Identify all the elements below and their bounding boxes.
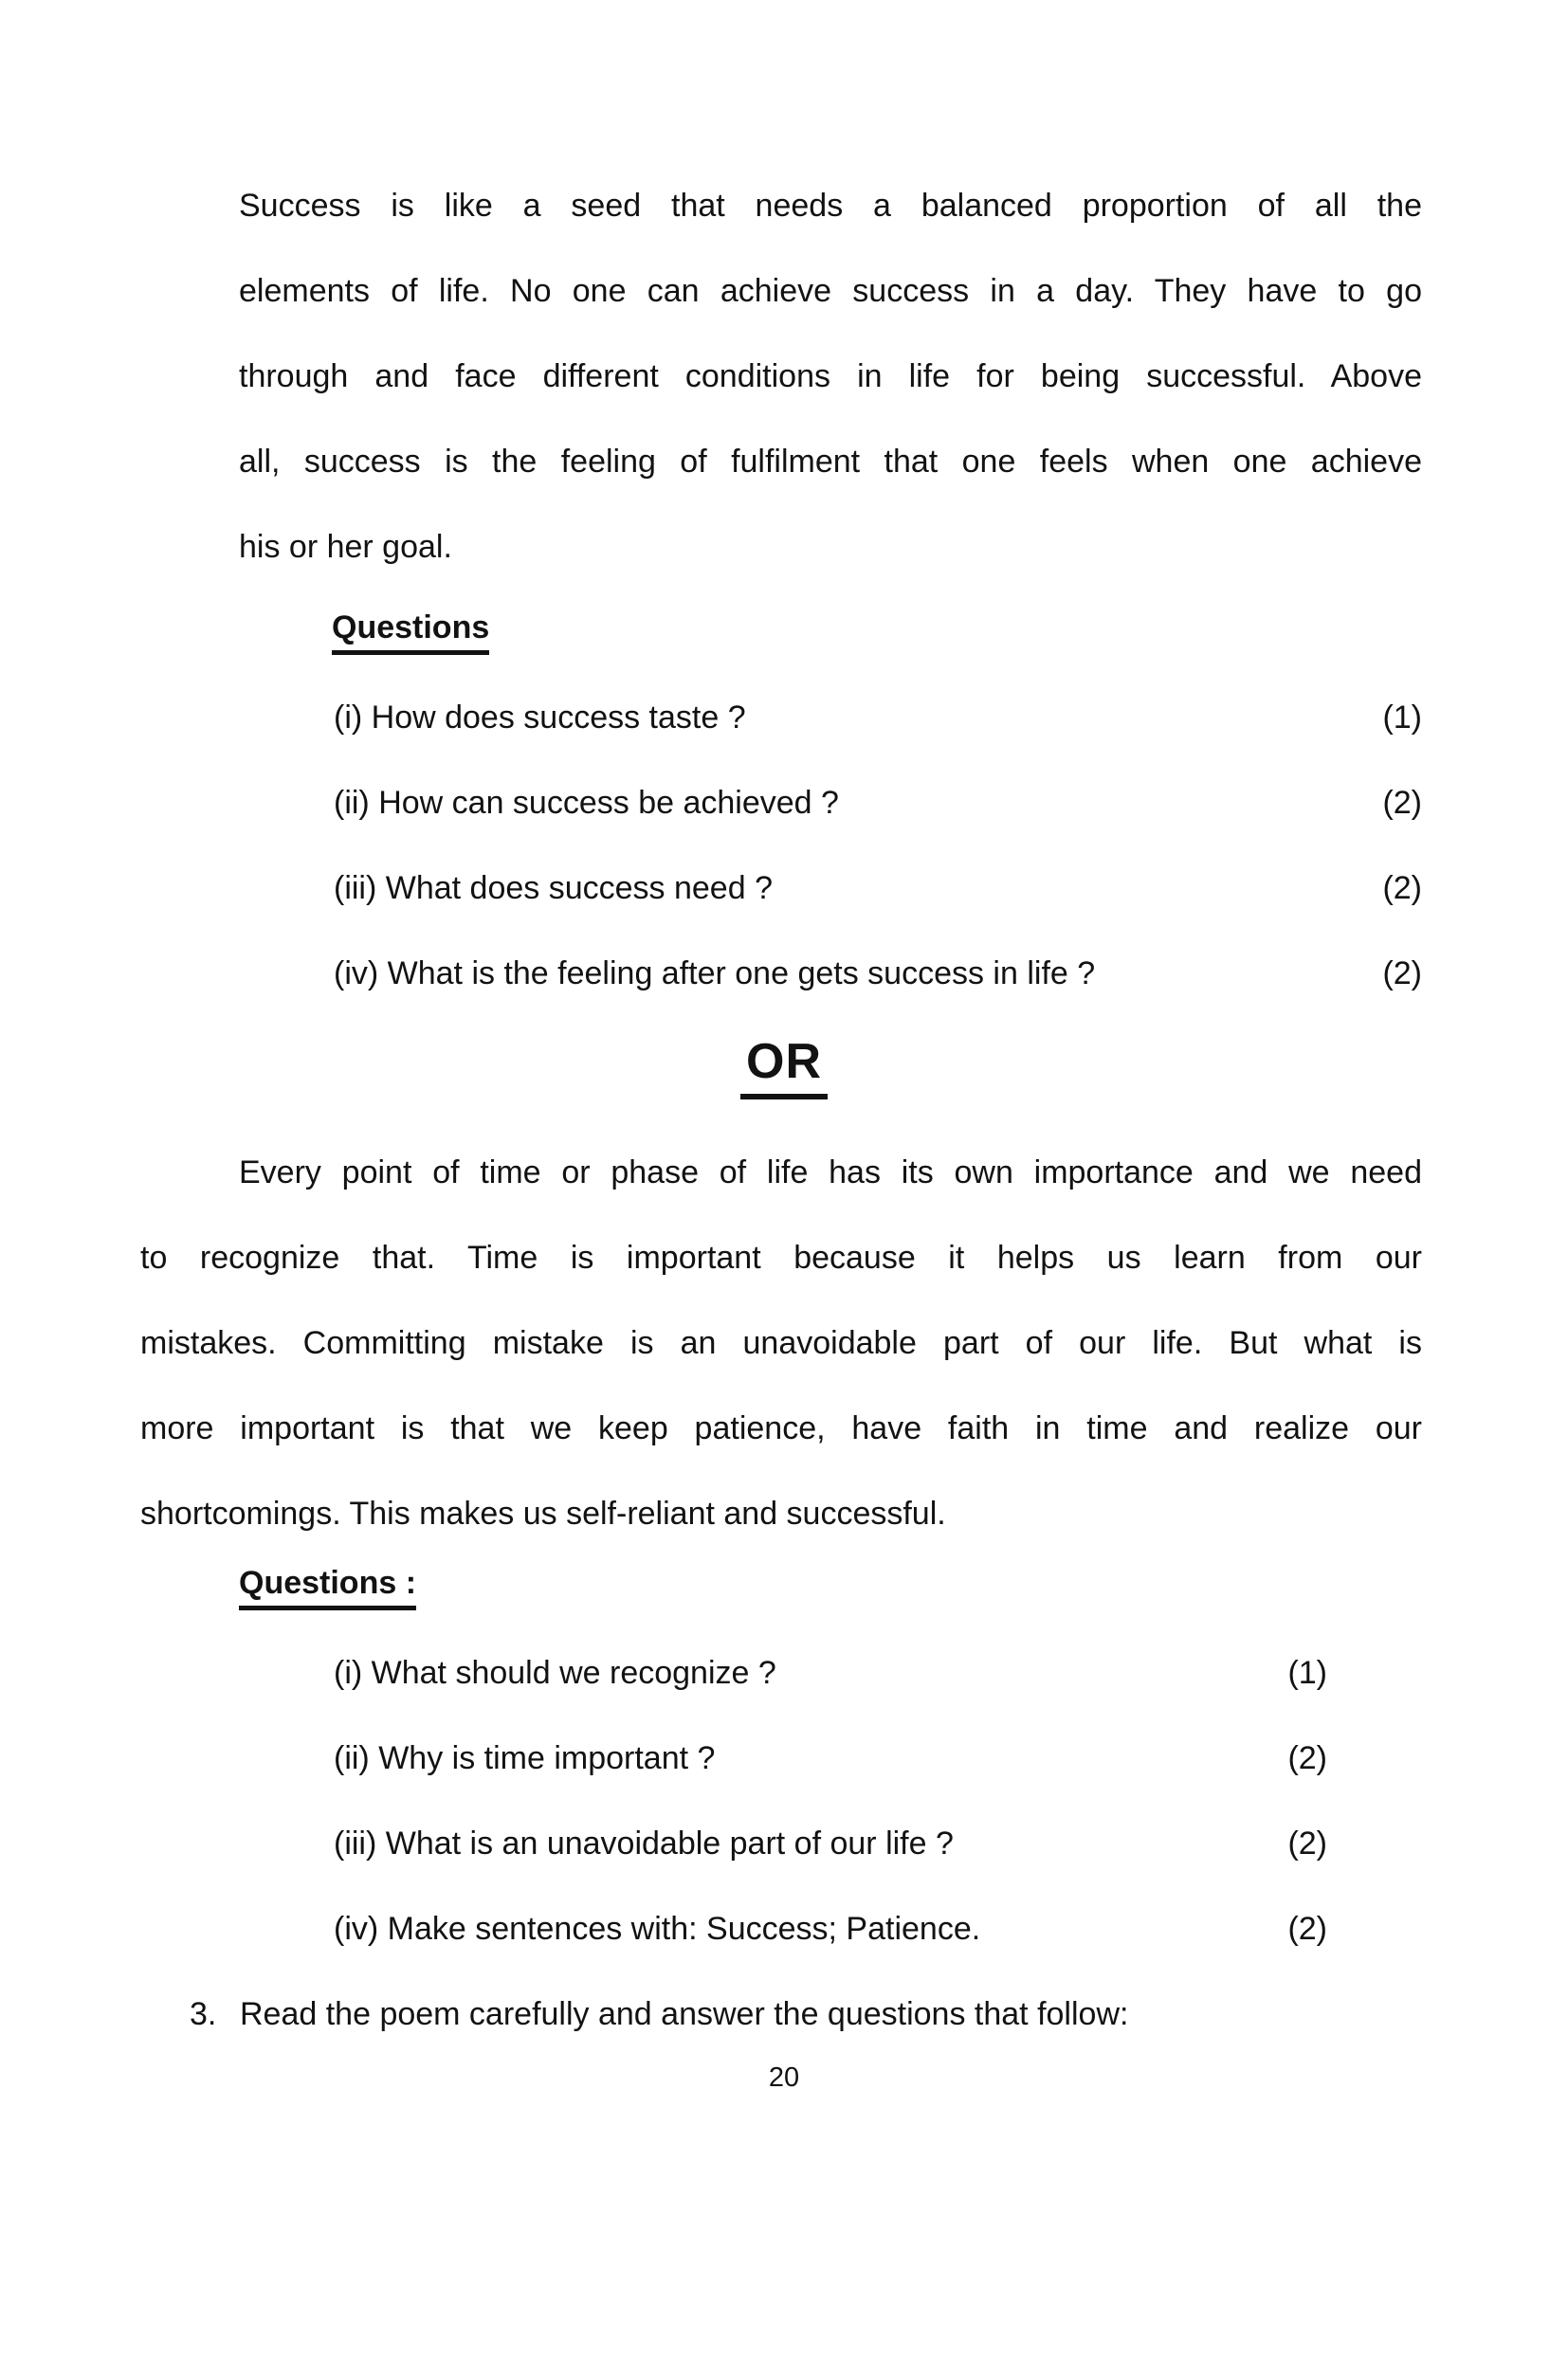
- questions-1-list: [334, 675, 1422, 1016]
- page-number: 20: [768, 2062, 800, 2093]
- questions-2-heading: [239, 1545, 1568, 1630]
- question-text: (i) How does success taste ?: [334, 699, 746, 736]
- question-marks: (1): [1382, 699, 1422, 736]
- passage-1-line: through and face different conditions in life for being successful. Above: [239, 358, 1422, 394]
- passage-2: [140, 1130, 1422, 1556]
- question-3-prompt: [190, 1971, 1568, 2057]
- question-text: (iv) What is the feeling after one gets success in life ?: [334, 954, 1096, 991]
- question-marks: (2): [1287, 1910, 1327, 1947]
- question-row: [334, 760, 1422, 845]
- questions-1-heading-text: Questions: [332, 609, 489, 655]
- passage-1-line: Success is like a seed that needs a balanced proportion of all the: [239, 188, 1422, 224]
- exam-paper-page: [0, 163, 1568, 2380]
- passage-2-line: mistakes. Committing mistake is an unavoidable part of our life. But what is: [140, 1325, 1422, 1361]
- passage-1-line: his or her goal.: [239, 529, 452, 565]
- passage-2-line: to recognize that. Time is important because it helps us learn from our: [140, 1240, 1422, 1276]
- question-marks: (1): [1287, 1654, 1327, 1691]
- question-text: (ii) Why is time important ?: [334, 1739, 716, 1776]
- question-marks: (2): [1287, 1825, 1327, 1862]
- question-row: [334, 1630, 1327, 1716]
- question-3-number: 3.: [190, 1995, 217, 2032]
- passage-1: [239, 163, 1422, 590]
- questions-1-heading: [332, 590, 1568, 675]
- question-text: (i) What should we recognize ?: [334, 1654, 776, 1691]
- passage-2-line: more important is that we keep patience, have faith in time and realize our: [140, 1410, 1422, 1446]
- question-row: [334, 1716, 1327, 1801]
- questions-2-heading-text: Questions :: [239, 1565, 416, 1610]
- question-row: [334, 1801, 1327, 1886]
- question-text: (ii) How can success be achieved ?: [334, 784, 839, 821]
- question-marks: (2): [1382, 954, 1422, 991]
- question-3-text: Read the poem carefully and answer the questions that follow:: [240, 1995, 1129, 2032]
- passage-2-line: Every point of time or phase of life has its own importance and we need: [239, 1154, 1422, 1190]
- passage-2-line: shortcomings. This makes us self-reliant and successful.: [140, 1496, 946, 1532]
- question-row: [334, 845, 1422, 931]
- question-text: (iv) Make sentences with: Success; Patience.: [334, 1910, 981, 1947]
- question-row: [334, 1886, 1327, 1971]
- question-text: (iii) What does success need ?: [334, 869, 773, 906]
- question-marks: (2): [1382, 869, 1422, 906]
- questions-2-list: [334, 1630, 1327, 1971]
- question-marks: (2): [1382, 784, 1422, 821]
- question-row: [334, 931, 1422, 1016]
- passage-1-line: all, success is the feeling of fulfilment that one feels when one achieve: [239, 444, 1422, 480]
- or-divider-text: OR: [740, 1033, 828, 1099]
- question-marks: (2): [1287, 1739, 1327, 1776]
- question-text: (iii) What is an unavoidable part of our life ?: [334, 1825, 954, 1862]
- or-divider: [0, 1024, 1568, 1109]
- passage-1-line: elements of life. No one can achieve success in a day. They have to go: [239, 273, 1422, 309]
- question-row: [334, 675, 1422, 760]
